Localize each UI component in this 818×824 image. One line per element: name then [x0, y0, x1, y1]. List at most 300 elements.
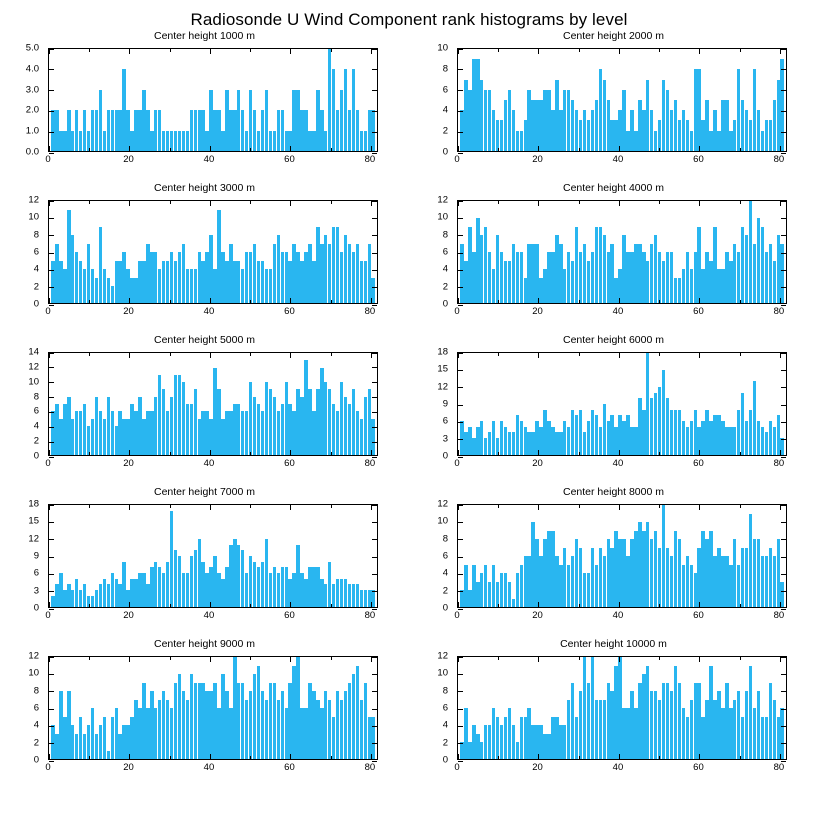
bar: [233, 110, 236, 151]
y-tick-label: 10: [437, 211, 448, 223]
bar: [516, 131, 519, 151]
bar: [198, 252, 201, 303]
bar: [336, 227, 339, 304]
bar: [717, 415, 720, 455]
x-tick-mark: [290, 146, 291, 151]
bar: [670, 110, 673, 151]
bar: [269, 683, 272, 760]
bar: [725, 683, 728, 760]
panel-title: Center height 7000 m: [154, 486, 255, 498]
bar: [780, 708, 783, 759]
x-tick-mark: [371, 505, 372, 510]
bar: [229, 110, 232, 151]
y-tick-mark: [458, 253, 463, 254]
x-tick-mark: [780, 298, 781, 303]
y-tick-mark: [458, 743, 463, 744]
bar: [146, 584, 149, 607]
bar: [777, 539, 780, 607]
bar: [618, 657, 621, 759]
bar: [583, 110, 586, 151]
bar: [277, 411, 280, 455]
bar: [324, 235, 327, 303]
y-tick-mark: [781, 49, 786, 50]
bar: [194, 683, 197, 760]
bar: [476, 218, 479, 303]
bar: [670, 252, 673, 303]
bar: [622, 235, 625, 303]
bar: [71, 590, 74, 607]
bar: [55, 584, 58, 607]
bar: [245, 131, 248, 151]
x-tick-mark: [498, 505, 499, 508]
y-axis-labels: [409, 650, 453, 766]
x-tick-label: 0: [454, 154, 460, 165]
bar: [516, 573, 519, 607]
x-tick-label: 40: [612, 458, 624, 469]
bar: [150, 131, 153, 151]
bar: [520, 421, 523, 455]
bar: [476, 59, 479, 151]
bar: [480, 80, 483, 151]
bar: [79, 261, 82, 304]
bar: [237, 683, 240, 760]
y-tick-label: 8: [442, 63, 448, 75]
x-tick-mark: [89, 353, 90, 356]
bar: [281, 691, 284, 759]
bar: [217, 389, 220, 455]
bar: [63, 404, 66, 455]
y-tick-mark: [781, 505, 786, 506]
bar: [484, 438, 487, 455]
bar: [174, 131, 177, 151]
x-tick-mark: [331, 201, 332, 204]
x-tick-mark: [780, 602, 781, 607]
bar: [99, 227, 102, 304]
bar: [472, 565, 475, 608]
bar: [257, 131, 260, 151]
bar: [531, 522, 534, 607]
bar: [737, 691, 740, 759]
bar: [579, 548, 582, 608]
bar: [749, 666, 752, 760]
x-tick-mark: [210, 298, 211, 303]
y-tick-mark: [781, 353, 786, 354]
bar: [567, 90, 570, 151]
bar: [308, 683, 311, 760]
bar: [296, 389, 299, 455]
bar: [678, 278, 681, 304]
y-tick-mark: [781, 522, 786, 523]
bar: [170, 252, 173, 303]
y-tick-mark: [372, 201, 377, 202]
bar: [654, 531, 657, 608]
bar: [690, 269, 693, 303]
bar: [555, 717, 558, 760]
bar: [265, 382, 268, 455]
bar: [512, 244, 515, 304]
bar: [516, 252, 519, 303]
x-tick-mark: [740, 49, 741, 52]
x-tick-mark: [210, 754, 211, 759]
bar-series: [49, 505, 377, 607]
y-tick-mark: [781, 253, 786, 254]
bar: [610, 548, 613, 608]
y-tick-mark: [372, 397, 377, 398]
bar: [658, 252, 661, 303]
x-tick-mark: [458, 49, 459, 54]
y-tick-label: 4.0: [25, 63, 39, 75]
bar: [709, 131, 712, 151]
x-tick-mark: [129, 602, 130, 607]
x-tick-mark: [458, 657, 459, 662]
y-tick-mark: [372, 674, 377, 675]
bar: [504, 261, 507, 304]
bar: [642, 252, 645, 303]
bar: [579, 252, 582, 303]
bar: [182, 573, 185, 607]
bar: [737, 252, 740, 303]
bar: [666, 90, 669, 151]
bar: [777, 235, 780, 303]
bar: [75, 734, 78, 760]
bar: [599, 227, 602, 304]
bar: [281, 567, 284, 607]
panel-title: Center height 1000 m: [154, 30, 255, 42]
y-tick-mark: [781, 111, 786, 112]
x-tick-mark: [538, 602, 539, 607]
chart-panel: [409, 334, 818, 486]
bar: [55, 404, 58, 455]
bar: [642, 674, 645, 759]
y-tick-mark: [372, 412, 377, 413]
x-tick-label: 80: [773, 306, 785, 317]
y-tick-mark: [49, 111, 54, 112]
bar: [174, 261, 177, 304]
y-tick-label: 6: [442, 550, 448, 562]
x-tick-mark: [290, 602, 291, 607]
bar: [741, 393, 744, 455]
x-tick-mark: [371, 657, 372, 662]
bar: [737, 69, 740, 151]
bar: [539, 100, 542, 151]
bar: [753, 244, 756, 304]
x-tick-mark: [659, 657, 660, 660]
bar: [697, 683, 700, 760]
bar: [749, 514, 752, 608]
bar: [729, 427, 732, 455]
bar: [468, 742, 471, 759]
bar: [662, 80, 665, 151]
bar: [547, 252, 550, 303]
bar: [780, 438, 783, 455]
bar: [265, 269, 268, 303]
bar: [658, 700, 661, 760]
bar: [527, 90, 530, 151]
bar: [118, 261, 121, 304]
bar: [567, 565, 570, 608]
bar: [186, 700, 189, 760]
bar: [348, 244, 351, 304]
y-tick-mark: [458, 90, 463, 91]
bar: [603, 80, 606, 151]
x-tick-mark: [659, 49, 660, 52]
bar: [563, 421, 566, 455]
bar: [662, 505, 665, 607]
bar: [292, 573, 295, 607]
y-tick-mark: [372, 709, 377, 710]
x-tick-label: 0: [45, 154, 51, 165]
y-tick-mark: [458, 439, 463, 440]
x-tick-label: 0: [454, 762, 460, 773]
y-tick-mark: [458, 218, 463, 219]
bar: [237, 404, 240, 455]
bar: [162, 389, 165, 455]
x-tick-label: 20: [123, 762, 134, 773]
plot-area: [457, 200, 787, 304]
bar: [701, 120, 704, 151]
bar: [650, 110, 653, 151]
bar: [285, 382, 288, 455]
y-tick-mark: [781, 287, 786, 288]
x-tick-label: 40: [612, 610, 624, 621]
y-tick-mark: [372, 218, 377, 219]
y-axis-labels: [0, 498, 44, 614]
bar: [701, 717, 704, 760]
bar: [591, 657, 594, 759]
bar: [634, 531, 637, 608]
bar: [630, 539, 633, 607]
bar: [741, 548, 744, 608]
bar-series: [458, 49, 786, 151]
x-tick-mark: [170, 604, 171, 607]
bar: [253, 244, 256, 304]
x-tick-mark: [740, 756, 741, 759]
x-tick-label: 0: [454, 306, 460, 317]
bar: [213, 556, 216, 607]
bar: [599, 427, 602, 455]
y-tick-label: 0: [442, 298, 448, 310]
bar: [225, 411, 228, 455]
bar: [95, 278, 98, 304]
bar: [543, 410, 546, 455]
bar: [115, 708, 118, 759]
bar: [253, 562, 256, 607]
y-tick-mark: [49, 726, 54, 727]
x-tick-mark: [250, 604, 251, 607]
x-tick-mark: [89, 505, 90, 508]
bar: [575, 227, 578, 304]
bar: [142, 683, 145, 760]
bar: [304, 579, 307, 607]
bar: [504, 100, 507, 151]
bar: [583, 573, 586, 607]
x-tick-mark: [659, 505, 660, 508]
y-tick-mark: [372, 132, 377, 133]
y-tick-label: 4: [33, 263, 39, 275]
chart-panel: [0, 182, 409, 334]
x-tick-mark: [579, 604, 580, 607]
y-tick-mark: [372, 574, 377, 575]
bar: [630, 110, 633, 151]
bar: [725, 427, 728, 455]
bar: [496, 717, 499, 760]
bar: [273, 683, 276, 760]
x-tick-mark: [458, 505, 459, 510]
bar: [468, 90, 471, 151]
bar: [340, 700, 343, 760]
bar: [634, 427, 637, 455]
bar: [571, 410, 574, 455]
bar: [626, 556, 629, 607]
bar: [642, 531, 645, 608]
x-tick-mark: [619, 201, 620, 206]
bar: [273, 244, 276, 304]
bar: [571, 556, 574, 607]
bar: [492, 421, 495, 455]
bar: [190, 110, 193, 151]
bar: [579, 120, 582, 151]
bar: [567, 427, 570, 455]
y-tick-mark: [49, 709, 54, 710]
bar: [508, 708, 511, 759]
bar: [527, 556, 530, 607]
bar: [717, 548, 720, 608]
x-tick-mark: [458, 450, 459, 455]
x-tick-mark: [170, 201, 171, 204]
bar: [694, 410, 697, 455]
bar: [91, 596, 94, 607]
bar-series: [49, 353, 377, 455]
panel-title: Center height 9000 m: [154, 638, 255, 650]
y-tick-mark: [372, 442, 377, 443]
bar: [555, 556, 558, 607]
bar: [209, 235, 212, 303]
bar: [158, 269, 161, 303]
bar: [591, 548, 594, 608]
bar: [753, 69, 756, 151]
bar: [646, 522, 649, 607]
bar: [741, 717, 744, 760]
y-tick-label: 12: [437, 498, 448, 510]
bar: [488, 582, 491, 608]
bar: [162, 573, 165, 607]
bar: [464, 432, 467, 455]
y-tick-label: 5.0: [25, 42, 39, 54]
bar: [146, 110, 149, 151]
y-tick-mark: [372, 726, 377, 727]
bar: [59, 131, 62, 151]
bar: [178, 375, 181, 455]
bar: [221, 579, 224, 607]
x-tick-label: 80: [773, 154, 785, 165]
bar: [154, 252, 157, 303]
x-tick-mark: [619, 602, 620, 607]
bar: [607, 100, 610, 151]
bar: [480, 573, 483, 607]
x-tick-label: 80: [364, 306, 376, 317]
bar: [344, 691, 347, 759]
y-tick-mark: [49, 574, 54, 575]
y-tick-mark: [372, 505, 377, 506]
bar: [484, 725, 487, 759]
bar: [717, 131, 720, 151]
bar: [721, 556, 724, 607]
bar: [174, 683, 177, 760]
x-tick-mark: [619, 450, 620, 455]
bar: [162, 261, 165, 304]
x-tick-mark: [659, 353, 660, 356]
x-tick-label: 80: [364, 458, 376, 469]
bar: [352, 252, 355, 303]
bar: [780, 59, 783, 151]
bar: [642, 110, 645, 151]
bar: [320, 244, 323, 304]
bar: [603, 556, 606, 607]
bar: [757, 421, 760, 455]
bar: [595, 565, 598, 608]
bar: [709, 666, 712, 760]
bar: [205, 573, 208, 607]
bar: [765, 556, 768, 607]
x-tick-mark: [659, 756, 660, 759]
bar: [261, 691, 264, 759]
bar: [63, 717, 66, 760]
x-tick-label: 0: [45, 306, 51, 317]
bar: [269, 131, 272, 151]
panel-title: Center height 6000 m: [563, 334, 664, 346]
y-tick-mark: [49, 522, 54, 523]
bar: [476, 582, 479, 608]
bar: [253, 397, 256, 455]
x-tick-mark: [290, 450, 291, 455]
x-tick-mark: [619, 298, 620, 303]
x-tick-mark: [250, 452, 251, 455]
bar: [292, 90, 295, 151]
bar: [524, 427, 527, 455]
bar: [587, 683, 590, 760]
bar: [579, 410, 582, 455]
bar: [111, 573, 114, 607]
bar: [158, 110, 161, 151]
y-tick-label: 4: [442, 719, 448, 731]
bar: [476, 427, 479, 455]
bar: [194, 550, 197, 607]
y-tick-label: 6: [33, 246, 39, 258]
bar: [777, 80, 780, 151]
bar: [288, 683, 291, 760]
bar: [111, 717, 114, 760]
bar: [468, 590, 471, 607]
bar: [320, 110, 323, 151]
bar: [721, 708, 724, 759]
bar: [83, 110, 86, 151]
bar: [348, 404, 351, 455]
bar: [492, 269, 495, 303]
x-axis-labels: [45, 154, 378, 168]
y-tick-mark: [372, 270, 377, 271]
bar: [71, 725, 74, 759]
bar: [508, 90, 511, 151]
x-tick-mark: [498, 452, 499, 455]
bar: [360, 261, 363, 304]
bar: [674, 278, 677, 304]
bar: [595, 100, 598, 151]
y-tick-label: 3.0: [25, 83, 39, 95]
bar: [646, 666, 649, 760]
bar: [464, 80, 467, 151]
bar: [650, 398, 653, 455]
bar: [575, 539, 578, 607]
